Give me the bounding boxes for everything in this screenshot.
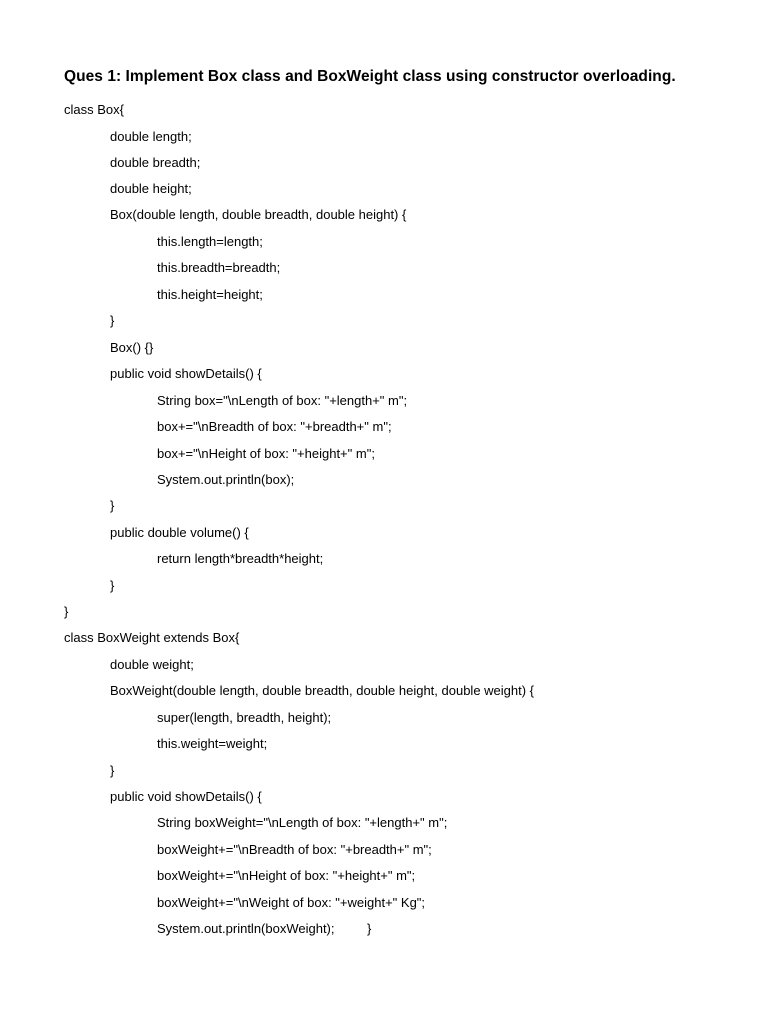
code-line: public double volume() {	[110, 525, 249, 540]
code-line: }	[110, 763, 115, 778]
code-line: System.out.println(boxWeight); }	[157, 921, 372, 936]
code-line: BoxWeight(double length, double breadth, double height, double weight) {	[110, 683, 535, 698]
code-line: boxWeight+="\nBreadth of box: "+breadth+" m";	[157, 842, 432, 857]
code-line: this.breadth=breadth;	[157, 260, 281, 275]
code-line: Box(double length, double breadth, double height) {	[110, 207, 407, 222]
code-line: boxWeight+="\nWeight of box: "+weight+" Kg";	[157, 895, 426, 910]
question-title: Ques 1: Implement Box class and BoxWeight class using constructor overloading.	[64, 68, 676, 85]
code-line: boxWeight+="\nHeight of box: "+height+" m";	[157, 868, 416, 883]
code-line: super(length, breadth, height);	[157, 710, 332, 725]
code-line: }	[110, 498, 115, 513]
code-line: }	[64, 604, 69, 619]
code-line: this.length=length;	[157, 234, 263, 249]
code-line: double length;	[110, 129, 192, 144]
code-line: String boxWeight="\nLength of box: "+length+" m";	[157, 815, 448, 830]
code-line: this.height=height;	[157, 287, 263, 302]
code-line: Box() {}	[110, 340, 154, 355]
code-line: double weight;	[110, 657, 194, 672]
code-line: box+="\nHeight of box: "+height+" m";	[157, 446, 375, 461]
code-line: public void showDetails() {	[110, 789, 262, 804]
code-line: this.weight=weight;	[157, 736, 268, 751]
code-line: return length*breadth*height;	[157, 551, 324, 566]
code-line: String box="\nLength of box: "+length+" m";	[157, 393, 408, 408]
code-line: class Box{	[64, 102, 124, 117]
code-line: double breadth;	[110, 155, 201, 170]
code-line: double height;	[110, 181, 192, 196]
code-line: box+="\nBreadth of box: "+breadth+" m";	[157, 419, 392, 434]
code-line: }	[110, 313, 115, 328]
code-line: class BoxWeight extends Box{	[64, 630, 240, 645]
code-line: }	[110, 578, 115, 593]
code-line: public void showDetails() {	[110, 366, 262, 381]
code-line: System.out.println(box);	[157, 472, 295, 487]
